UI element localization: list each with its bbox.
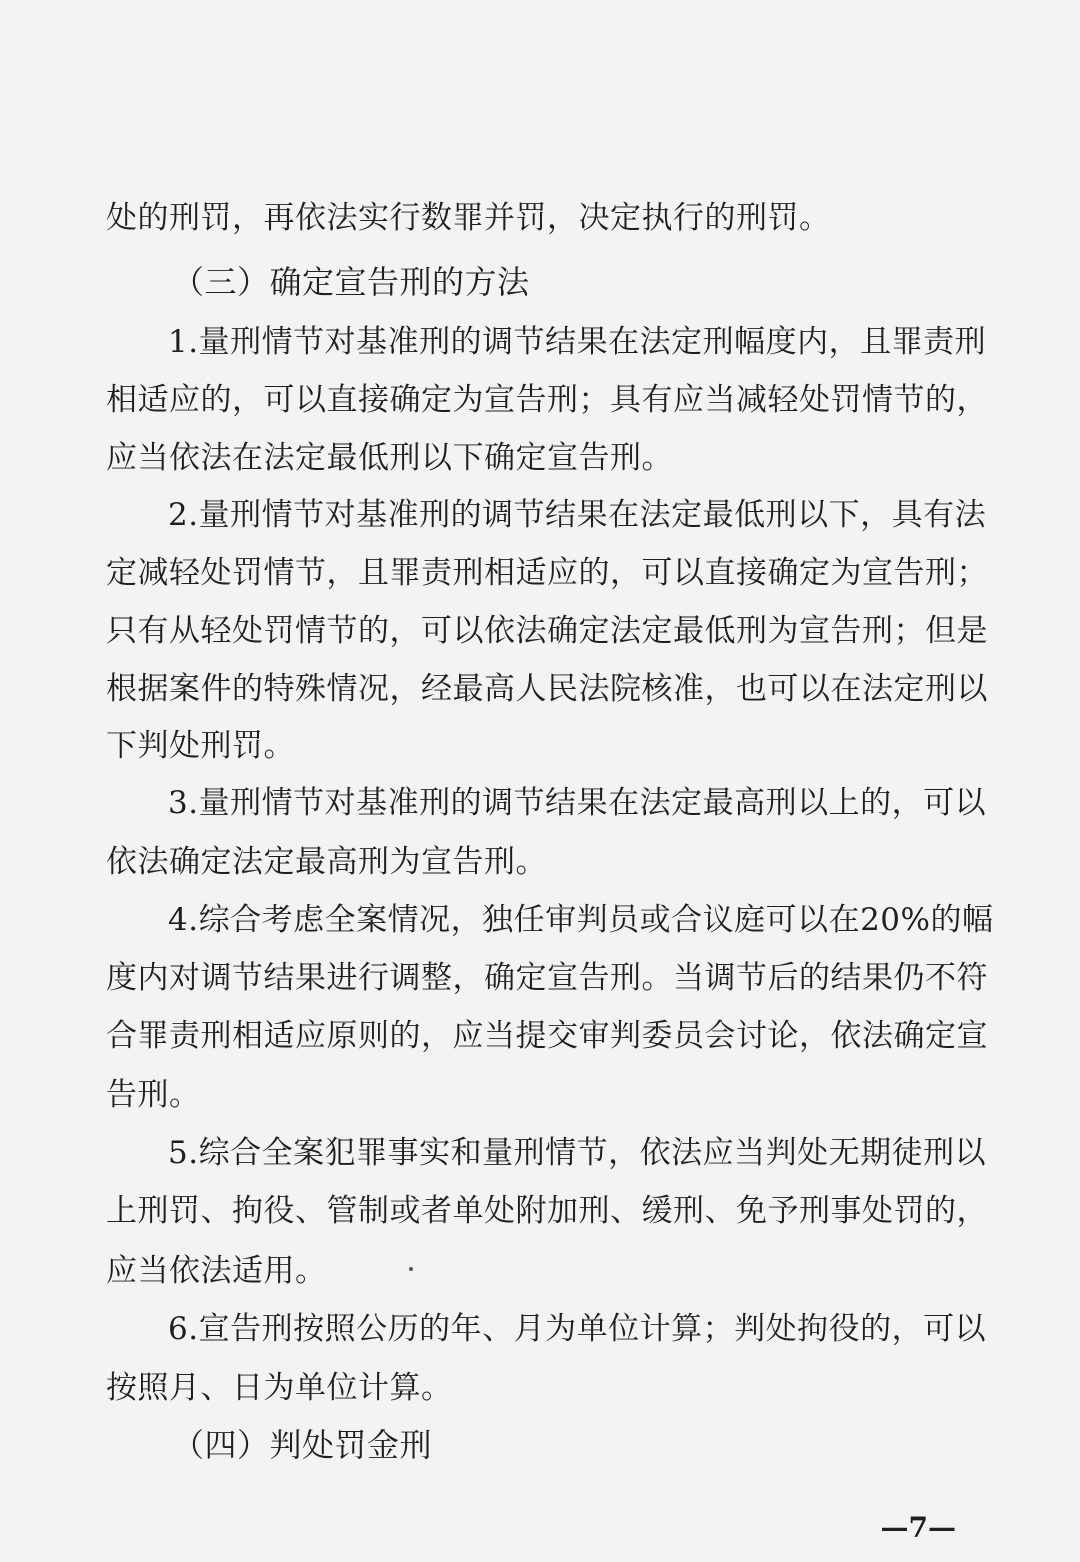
text-line: 处的刑罚，再依法实行数罪并罚，决定执行的刑罚。 <box>106 200 831 236</box>
text-line: 按照月、日为单位计算。 <box>106 1370 453 1406</box>
text-line: 合罪责刑相适应原则的，应当提交审判委员会讨论，依法确定宣 <box>106 1018 988 1054</box>
text-line: 应当依法适用。 <box>106 1253 327 1289</box>
section-heading: （三）确定宣告刑的方法 <box>172 263 530 301</box>
text-line: 相适应的，可以直接确定为宣告刑；具有应当减轻处罚情节的， <box>106 382 988 418</box>
text-line: 应当依法在法定最低刑以下确定宣告刑。 <box>106 440 673 476</box>
text-line: 4.综合考虑全案情况，独任审判员或合议庭可以在20%的幅 <box>168 902 994 938</box>
text-line: 6.宣告刑按照公历的年、月为单位计算；判处拘役的，可以 <box>168 1311 987 1347</box>
text-line: 2.量刑情节对基准刑的调节结果在法定最低刑以下，具有法 <box>168 497 987 533</box>
scan-speck <box>409 1267 413 1271</box>
text-line: 依法确定法定最高刑为宣告刑。 <box>106 844 547 880</box>
text-line: 5.综合全案犯罪事实和量刑情节，依法应当判处无期徒刑以 <box>168 1135 987 1171</box>
text-line: 1.量刑情节对基准刑的调节结果在法定刑幅度内，且罪责刑 <box>168 324 987 360</box>
text-line: 3.量刑情节对基准刑的调节结果在法定最高刑以上的，可以 <box>168 785 987 821</box>
text-line: 下判处刑罚。 <box>106 728 295 764</box>
text-line: 定减轻处罚情节，且罪责刑相适应的，可以直接确定为宣告刑； <box>106 555 988 591</box>
text-line: 只有从轻处罚情节的，可以依法确定法定最低刑为宣告刑；但是 <box>106 613 988 649</box>
text-line: 根据案件的特殊情况，经最高人民法院核准，也可以在法定刑以 <box>106 671 988 707</box>
text-line: 度内对调节结果进行调整，确定宣告刑。当调节后的结果仍不符 <box>106 960 988 996</box>
page-number: —7— <box>880 1511 956 1544</box>
text-line: 上刑罚、拘役、管制或者单处附加刑、缓刑、免予刑事处罚的， <box>106 1193 988 1229</box>
text-line: 告刑。 <box>106 1077 201 1113</box>
section-heading: （四）判处罚金刑 <box>172 1426 433 1464</box>
